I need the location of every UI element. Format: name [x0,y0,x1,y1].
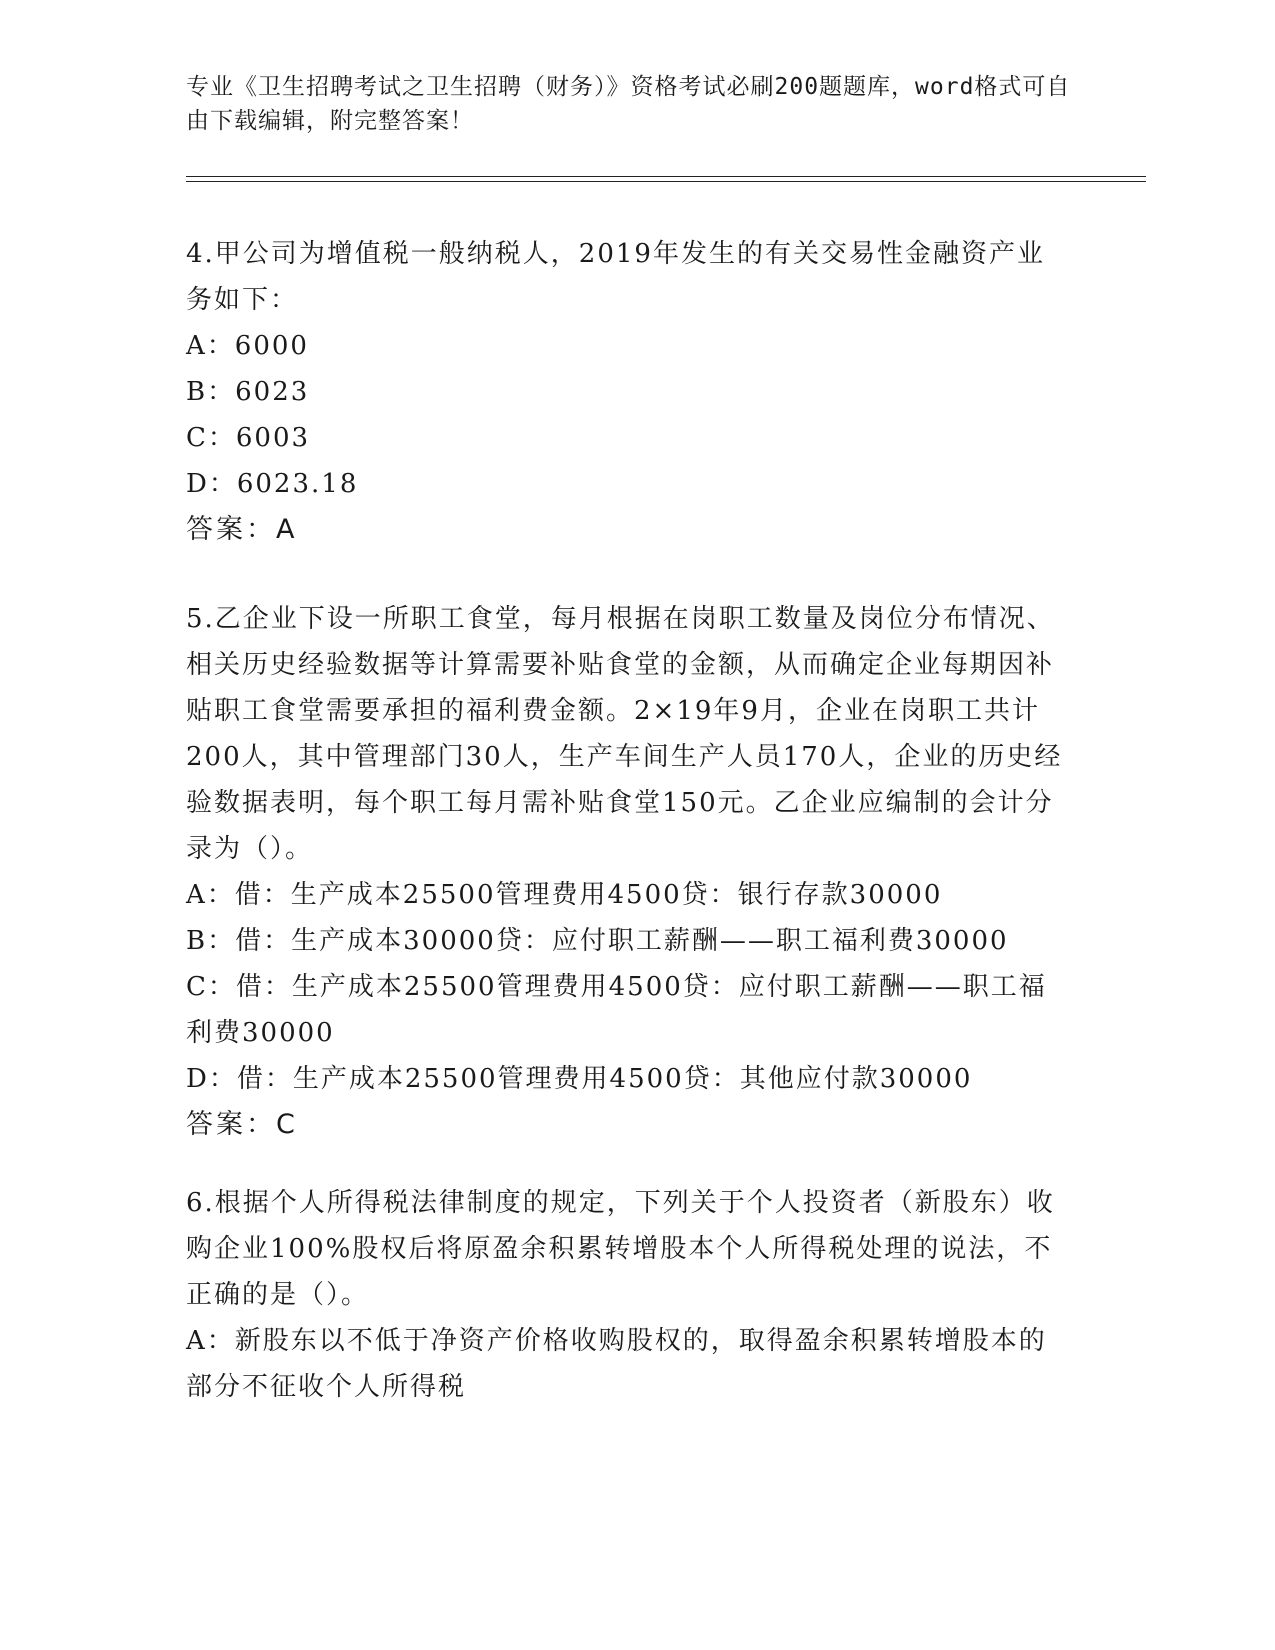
option-a: A：借：生产成本25500管理费用4500贷：银行存款30000 [186,880,943,910]
option-d: D：6023.18 [186,469,359,499]
question-6 [186,1180,1066,1410]
option-d: D：借：生产成本25500管理费用4500贷：其他应付款30000 [186,1064,973,1094]
answer: 答案：C [186,1109,298,1140]
question-4 [186,231,1066,553]
option-b: B：6023 [186,377,310,407]
option-a: A：新股东以不低于净资产价格收购股权的，取得盈余积累转增股本的部分不征收个人所得税 [186,1326,1047,1402]
header-divider-bottom [186,181,1146,182]
document-header [186,70,1086,138]
question-stem: 4.甲公司为增值税一般纳税人，2019年发生的有关交易性金融资产业务如下： [186,239,1045,315]
header-divider-top [186,176,1146,177]
question-stem: 6.根据个人所得税法律制度的规定，下列关于个人投资者（新股东）收购企业100%股权后将原盈余积累转增股本个人所得税处理的说法，不正确的是（）。 [186,1188,1055,1310]
question-5 [186,596,1066,1148]
question-stem: 5.乙企业下设一所职工食堂，每月根据在岗职工数量及岗位分布情况、相关历史经验数据等计算需要补贴食堂的金额，从而确定企业每期因补贴职工食堂需要承担的福利费金额。2×19年9月，企业在岗职工共计200人，其中管理部门30人，生产车间生产人员170人，企业的历史经验数据表明，每个职工每月需补贴食堂150元。乙企业应编制的会计分录为（）。 [186,604,1063,864]
option-a: A：6000 [186,331,309,361]
option-c: C：6003 [186,423,311,453]
option-b: B：借：生产成本30000贷：应付职工薪酬——职工福利费30000 [186,926,1009,956]
header-intro: 专业《卫生招聘考试之卫生招聘（财务）》资格考试必刷200题题库，word格式可自由下载编辑，附完整答案！ [186,74,1071,134]
answer: 答案：A [186,514,298,545]
option-c: C：借：生产成本25500管理费用4500贷：应付职工薪酬——职工福利费30000 [186,972,1047,1048]
